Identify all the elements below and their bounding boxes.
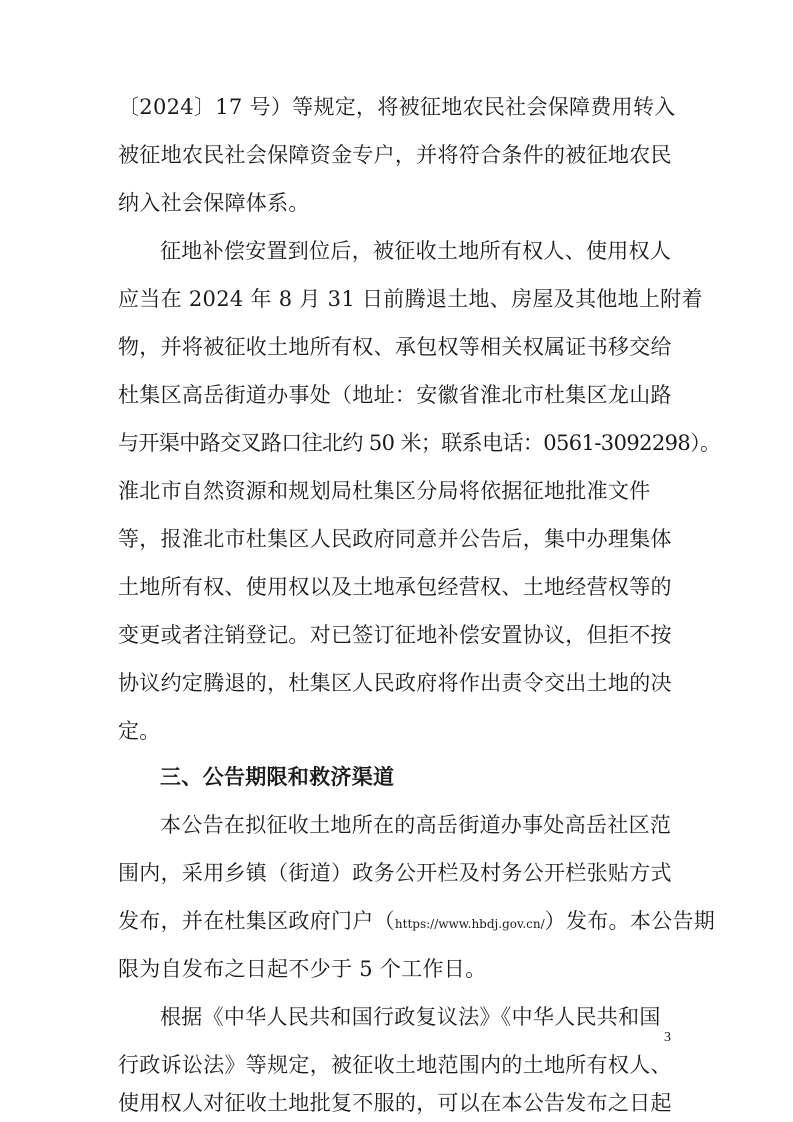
section-heading: 三、公告期限和救济渠道 bbox=[160, 765, 395, 789]
paragraph-2-line-9: 变更或者注销登记。对已签订征地补偿安置协议，但拒不按 bbox=[118, 623, 672, 647]
paragraph-3-line-1: 本公告在拟征收土地所在的高岳街道办事处高岳社区范 bbox=[160, 813, 672, 837]
paragraph-3-line-2: 围内，采用乡镇（街道）政务公开栏及村务公开栏张贴方式 bbox=[118, 861, 672, 885]
paragraph-4-line-2: 行政诉讼法》等规定，被征收土地范围内的土地所有权人、 bbox=[118, 1053, 672, 1077]
paragraph-2-line-1: 征地补偿安置到位后，被征收土地所有权人、使用权人 bbox=[160, 239, 672, 263]
paragraph-2-line-8: 土地所有权、使用权以及土地承包经营权、土地经营权等的 bbox=[118, 575, 672, 599]
paragraph-2-line-7: 等，报淮北市杜集区人民政府同意并公告后，集中办理集体 bbox=[118, 527, 672, 551]
paragraph-2-line-5: 与开渠中路交叉路口往北约 50 米；联系电话：0561-3092298）。 bbox=[118, 431, 721, 455]
paragraph-4-line-3: 使用权人对征收土地批复不服的，可以在本公告发布之日起 bbox=[118, 1091, 672, 1115]
paragraph-4-line-1: 根据《中华人民共和国行政复议法》《中华人民共和国 bbox=[160, 1005, 661, 1029]
paragraph-3-line-3 bbox=[118, 906, 716, 936]
paragraph-3-line-3-text-before: 发布，并在杜集区政府门户（ bbox=[118, 909, 395, 933]
paragraph-1-line-2: 被征地农民社会保障资金专户，并将符合条件的被征地农民 bbox=[118, 143, 672, 167]
paragraph-2-line-11: 定。 bbox=[118, 719, 161, 743]
page-number: 3 bbox=[664, 1030, 671, 1045]
paragraph-2-line-10: 协议约定腾退的，杜集区人民政府将作出责令交出土地的决 bbox=[118, 671, 672, 695]
paragraph-2-line-6: 淮北市自然资源和规划局杜集区分局将依据征地批准文件 bbox=[118, 479, 651, 503]
paragraph-1-line-1: 〔2024〕17 号）等规定，将被征地农民社会保障费用转入 bbox=[118, 95, 676, 119]
paragraph-2-line-2: 应当在 2024 年 8 月 31 日前腾退土地、房屋及其他地上附着 bbox=[118, 287, 703, 311]
government-portal-url: https://www.hbdj.gov.cn/ bbox=[394, 917, 545, 931]
paragraph-1-line-3: 纳入社会保障体系。 bbox=[118, 191, 310, 215]
paragraph-3-line-3-text-after: ）发布。本公告期 bbox=[544, 909, 716, 933]
paragraph-2-line-4: 杜集区高岳街道办事处（地址：安徽省淮北市杜集区龙山路 bbox=[118, 383, 672, 407]
paragraph-2-line-3: 物，并将被征收土地所有权、承包权等相关权属证书移交给 bbox=[118, 335, 672, 359]
paragraph-3-line-4: 限为自发布之日起不少于 5 个工作日。 bbox=[118, 957, 487, 981]
